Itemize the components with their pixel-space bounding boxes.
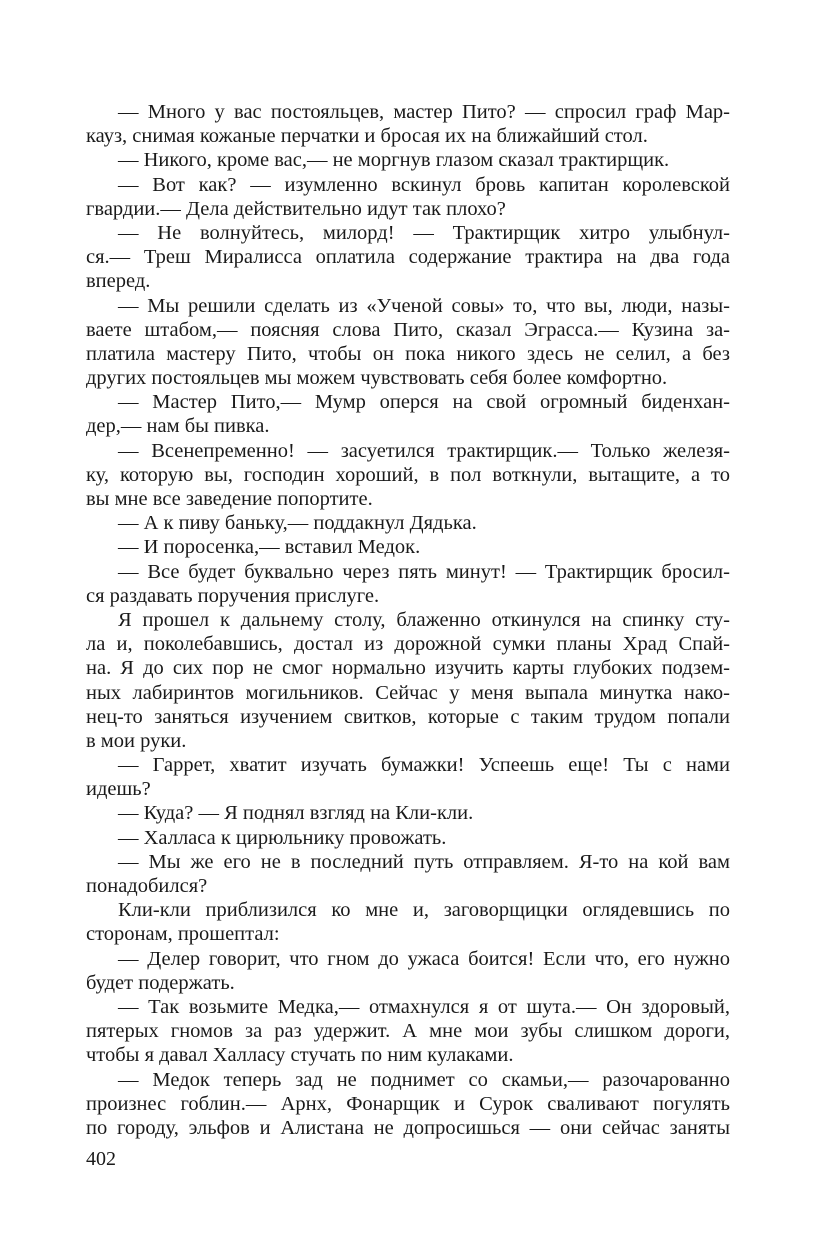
text-line: ваете штабом,— поясняя слова Пито, сказал Эграсса.— Кузина за- [86,318,730,341]
text-line: платила мастеру Пито, чтобы он пока никого здесь не селил, а без [86,342,730,365]
text-line: — Все будет буквально через пять минут! — Трактирщик бросил- [118,560,730,583]
text-line: — Мастер Пито,— Мумр оперся на свой огромный биденхан- [118,391,730,414]
text-line: ных лабиринтов могильников. Сейчас у меня выпала минутка нако- [86,681,730,704]
text-line: — И поросенка,— вставил Медок. [118,536,421,559]
text-line: понадобился? [86,875,208,897]
text-line: произнес гоблин.— Арнх, Фонарщик и Сурок сваливают погулять [86,1092,730,1115]
text-line: будет подержать. [86,971,235,994]
text-line: на. Я до сих пор не смог нормально изучить карты глубоких подзем- [86,657,730,680]
text-line: дер,— нам бы пивка. [86,415,270,438]
text-line: гвардии.— Дела действительно идут так плохо? [86,197,506,220]
text-line: — Куда? — Я поднял взгляд на Кли-кли. [118,802,474,825]
page-body-text [86,100,730,1140]
page-number: 402 [86,1148,116,1170]
text-line: — А к пиву баньку,— поддакнул Дядька. [118,512,477,535]
text-line: — Вот как? — изумленно вскинул бровь капитан королевской [118,173,730,196]
text-line: ла и, поколебавшись, достал из дорожной сумки планы Храд Спай- [86,633,730,656]
text-line: — Всенепременно! — засуетился трактирщик.— Только железя- [118,439,730,462]
text-line: — Мы решили сделать из «Ученой совы» то, что вы, люди, назы- [118,294,730,317]
text-line: — Халласа к цирюльнику провожать. [118,826,447,849]
text-line: — Мы же его не в последний путь отправляем. Я-то на кой вам [118,850,730,873]
text-line: чтобы я давал Халласу стучать по ним кулаками. [86,1044,514,1067]
text-line: — Не волнуйтесь, милорд! — Трактирщик хитро улыбнул- [118,221,730,244]
text-line: ку, которую вы, господин хороший, в пол воткнули, вытащите, а то [86,463,730,486]
text-line: — Медок теперь зад не поднимет со скамьи,— разочарованно [118,1068,730,1091]
text-line: в мои руки. [86,729,187,752]
text-line: Кли-кли приблизился ко мне и, заговорщицки оглядевшись по [118,899,730,922]
text-line: сторонам, прошептал: [86,923,280,946]
text-line: Я прошел к дальнему столу, блаженно откинулся на спинку сту- [118,608,730,631]
text-line: — Гаррет, хватит изучать бумажки! Успеешь еще! Ты с нами [118,754,730,777]
text-line: идешь? [86,778,151,801]
text-line: — Так возьмите Медка,— отмахнулся я от шута.— Он здоровый, [118,995,730,1018]
text-line: пятерых гномов за раз удержит. А мне мои зубы слишком дороги, [86,1020,730,1043]
text-line: по городу, эльфов и Алистана не допросишься — они сейчас заняты [86,1116,730,1139]
text-line: ся раздавать поручения прислуге. [86,584,380,607]
text-line: нец-то заняться изучением свитков, которые с таким трудом попали [86,705,730,728]
text-line: других постояльцев мы можем чувствовать себя более комфортно. [86,367,668,390]
text-line: вперед. [86,270,151,293]
text-line: — Много у вас постояльцев, мастер Пито? — спросил граф Мар- [118,101,730,123]
text-line: — Никого, кроме вас,— не моргнув глазом сказал трактирщик. [118,149,670,172]
text-line: кауз, снимая кожаные перчатки и бросая их на ближайший стол. [86,125,648,148]
text-line: ся.— Треш Миралисса оплатила содержание трактира на два года [86,246,730,269]
text-line: — Делер говорит, что гном до ужаса боится! Если что, его нужно [118,947,730,970]
text-line: вы мне все заведение попортите. [86,488,373,510]
